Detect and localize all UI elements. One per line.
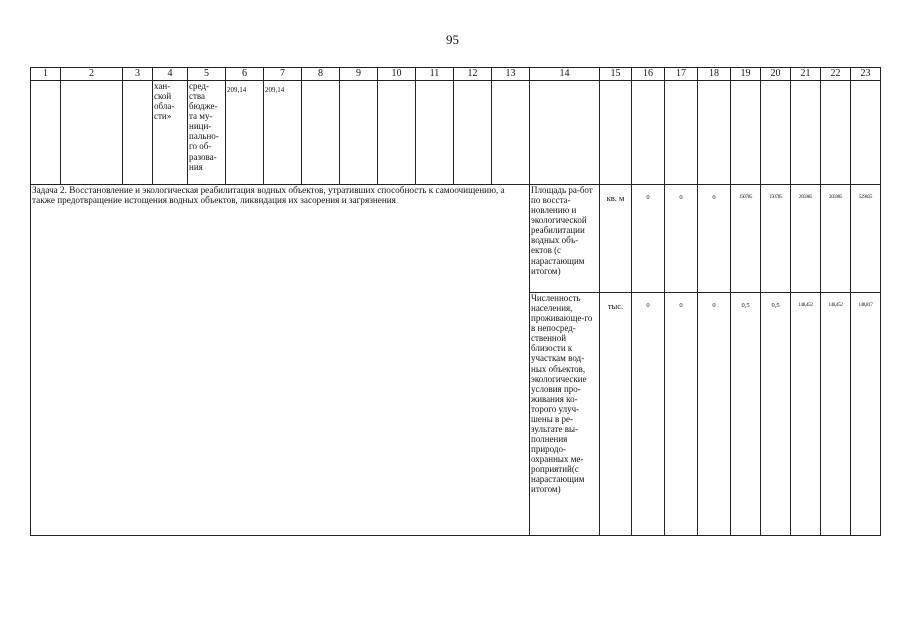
table-cell: [302, 81, 340, 185]
table-cell: [665, 81, 698, 185]
column-header: 5: [188, 68, 226, 81]
table-cell: [791, 81, 821, 185]
column-header: 15: [600, 68, 632, 81]
indicator-name: Численность населения, проживающе-го в непосред-ственной близости к участкам вод-ных объектов, экологические условия про-живания ко-торого улуч-шены в ре-зультате вы-полнения природо-охранных ме-роприятий(с нарастающим итогом): [530, 293, 600, 536]
indicator-unit: кв. м: [600, 185, 632, 293]
column-header: 7: [264, 68, 302, 81]
table-cell: [698, 81, 731, 185]
indicator-value: 0: [698, 293, 731, 536]
table-cell: [530, 81, 600, 185]
indicator-unit: тыс.: [600, 293, 632, 536]
indicator-value: 148,452: [821, 293, 851, 536]
column-header: 22: [821, 68, 851, 81]
indicator-value: 150785: [731, 185, 761, 293]
indicator-value: 205985: [821, 185, 851, 293]
column-header: 13: [492, 68, 530, 81]
indicator-value: 0: [632, 293, 665, 536]
table-cell: [821, 81, 851, 185]
table-cell: [416, 81, 454, 185]
table-cell: [340, 81, 378, 185]
indicator-name: Площадь ра-бот по восста-новлению и экологической реабилитации водных объ-ектов (с нарастающим итогом): [530, 185, 600, 293]
column-header: 2: [61, 68, 123, 81]
table-cell: [761, 81, 791, 185]
indicator-value: 0,5: [731, 293, 761, 536]
table-cell: [31, 81, 61, 185]
indicator-value: 205985: [791, 185, 821, 293]
column-header: 12: [454, 68, 492, 81]
column-header: 17: [665, 68, 698, 81]
indicator-value: 0: [665, 293, 698, 536]
indicator-value: 529835: [851, 185, 881, 293]
column-header: 18: [698, 68, 731, 81]
indicator-row: [31, 185, 881, 293]
column-header: 10: [378, 68, 416, 81]
continuation-row: [31, 81, 881, 185]
column-header: 21: [791, 68, 821, 81]
table-cell: [731, 81, 761, 185]
column-header: 16: [632, 68, 665, 81]
column-number-row: [31, 68, 881, 81]
indicator-value: 0: [632, 185, 665, 293]
column-header: 8: [302, 68, 340, 81]
column-header: 19: [731, 68, 761, 81]
column-header: 14: [530, 68, 600, 81]
region-cell: хан-ской обла-сти»: [153, 81, 188, 185]
column-header: 23: [851, 68, 881, 81]
table-cell: [123, 81, 153, 185]
table-cell: [632, 81, 665, 185]
column-header: 1: [31, 68, 61, 81]
table-cell: [454, 81, 492, 185]
program-table: [30, 67, 881, 536]
column-header: 20: [761, 68, 791, 81]
table-cell: [851, 81, 881, 185]
table-cell: [600, 81, 632, 185]
indicator-value: 0: [665, 185, 698, 293]
column-header: 4: [153, 68, 188, 81]
column-header: 6: [226, 68, 264, 81]
indicator-value: 150785: [761, 185, 791, 293]
task-description: Задача 2. Восстановление и экологическая реабилитация водных объектов, утративших способность к самоочищению, а также предотвращение истощения водных объектов, ликвидация их засорения и загрязнения: [31, 185, 530, 536]
amount-cell: 209,14: [264, 81, 302, 185]
indicator-value: 148,452: [791, 293, 821, 536]
indicator-value: 0: [698, 185, 731, 293]
table-cell: [378, 81, 416, 185]
table-cell: [61, 81, 123, 185]
table-cell: [492, 81, 530, 185]
indicator-value: 148,817: [851, 293, 881, 536]
funding-source-cell: сред-ства бюдже-та му-ници-пально-го об-разова-ния: [188, 81, 226, 185]
column-header: 3: [123, 68, 153, 81]
column-header: 11: [416, 68, 454, 81]
amount-cell: 209,14: [226, 81, 264, 185]
page-number: 95: [446, 32, 459, 47]
indicator-value: 0,5: [761, 293, 791, 536]
column-header: 9: [340, 68, 378, 81]
